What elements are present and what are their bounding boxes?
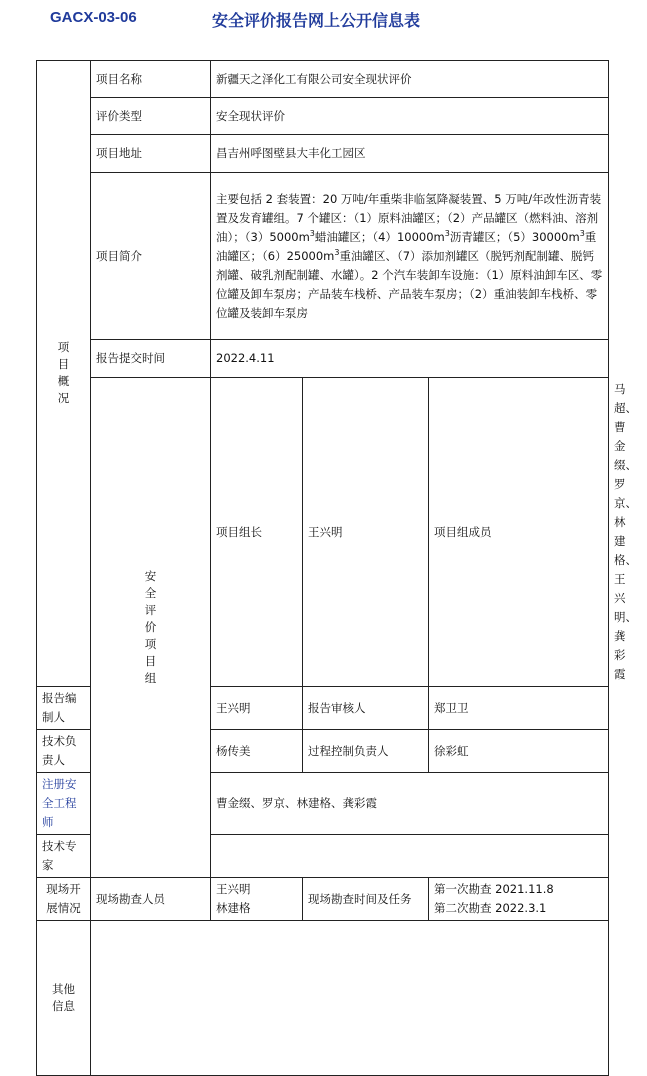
process-control-value: 徐彩虹 [429, 730, 609, 773]
report-reviewer-value: 郑卫卫 [429, 687, 609, 730]
info-table: 项目概况 项目名称 新疆天之泽化工有限公司安全现状评价 评价类型 安全现状评价 项目地址 昌吉州呼图壁县大丰化工园区 项目简介 主要包括 2 套装置：20 万吨/年重柴非临氢降凝装置、5 万吨/年改性沥青装置及发育罐组。7 个罐区：（1）原料油罐区；（2）产品罐区（燃料油、溶剂油）；$(3)5000m^3$蜡油罐区；$(4)10000m^3$沥青罐区；$(5)30000m^3$重油罐区；$(6)25000m^3$重油罐区、（7）添加剂罐区（脱钙剂配制罐、脱钙剂罐、破乳剂配制罐、水罐）。2 个汽车装卸车设施：（1）原料油卸车区、零位罐及卸车泵房；产品装车栈桥、产品装车泵房；（2）重油装卸车栈桥、零位罐及装卸车泵房 报告提交时间 2022.4.11 安全评价项目组 项目组长 王兴明 项目组成员 马超、曹金缀、罗京、林建格、王兴明、龚彩霞 报告编制人 王兴明 报告审核人 郑卫卫 技术负责人 杨传美 过程控制负责人 徐彩虹 注册安全工程师 曹金缀、罗京、林建格、龚彩霞 技术专家 现场开展情况 现场勘查人员 王兴明 林建格 现场勘查时间及任务 第一次勘查 2021.11.8 第二次勘查 2022.3.1 其他信息 [36, 60, 609, 1076]
site-staff-label: 现场勘查人员 [91, 878, 211, 921]
registered-engineer-link[interactable]: 注册安全工程师 [37, 773, 91, 835]
project-address-label: 项目地址 [91, 135, 211, 173]
registered-engineer-value: 曹金缀、罗京、林建格、龚彩霞 [211, 773, 609, 835]
submit-date-label: 报告提交时间 [91, 340, 211, 378]
project-intro-label: 项目简介 [91, 173, 211, 340]
project-intro-value: 主要包括 2 套装置：20 万吨/年重柴非临氢降凝装置、5 万吨/年改性沥青装置及发育罐组。7 个罐区：（1）原料油罐区；（2）产品罐区（燃料油、溶剂油）；$(3)5000m^3$蜡油罐区；$(4)10000m^3$沥青罐区；$(5)30000m^3$重油罐区；$(6)25000m^3$重油罐区、（7）添加剂罐区（脱钙剂配制罐、脱钙剂罐、破乳剂配制罐、水罐）。2 个汽车装卸车设施：（1）原料油卸车区、零位罐及卸车泵房；产品装车栈桥、产品装车泵房；（2）重油装卸车栈桥、零位罐及装卸车泵房 [211, 173, 609, 340]
project-name-value: 新疆天之泽化工有限公司安全现状评价 [211, 61, 609, 98]
report-author-value: 王兴明 [211, 687, 303, 730]
team-members-label: 项目组成员 [429, 378, 609, 687]
form-code: GACX-03-06 [50, 9, 137, 26]
report-reviewer-label: 报告审核人 [303, 687, 429, 730]
project-name-label: 项目名称 [91, 61, 211, 98]
team-leader-value: 王兴明 [303, 378, 429, 687]
site-section-label: 现场开展情况 [37, 878, 91, 921]
technical-lead-label: 技术负责人 [37, 730, 91, 773]
site-staff-value: 王兴明 林建格 [211, 878, 303, 921]
overview-section-label: 项目概况 [37, 61, 91, 687]
team-leader-label: 项目组长 [211, 378, 303, 687]
submit-date-value: 2022.4.11 [211, 340, 609, 378]
team-section-label: 安全评价项目组 [91, 378, 211, 878]
technical-expert-label: 技术专家 [37, 835, 91, 878]
report-author-label: 报告编制人 [37, 687, 91, 730]
other-info-value [91, 921, 609, 1076]
other-section-label: 其他信息 [37, 921, 91, 1076]
technical-expert-value [211, 835, 609, 878]
evaluation-type-label: 评价类型 [91, 98, 211, 135]
evaluation-type-value: 安全现状评价 [211, 98, 609, 135]
technical-lead-value: 杨传美 [211, 730, 303, 773]
site-time-label: 现场勘查时间及任务 [303, 878, 429, 921]
page-title: 安全评价报告网上公开信息表 [212, 11, 421, 30]
site-time-value: 第一次勘查 2021.11.8 第二次勘查 2022.3.1 [429, 878, 609, 921]
process-control-label: 过程控制负责人 [303, 730, 429, 773]
project-address-value: 昌吉州呼图壁县大丰化工园区 [211, 135, 609, 173]
